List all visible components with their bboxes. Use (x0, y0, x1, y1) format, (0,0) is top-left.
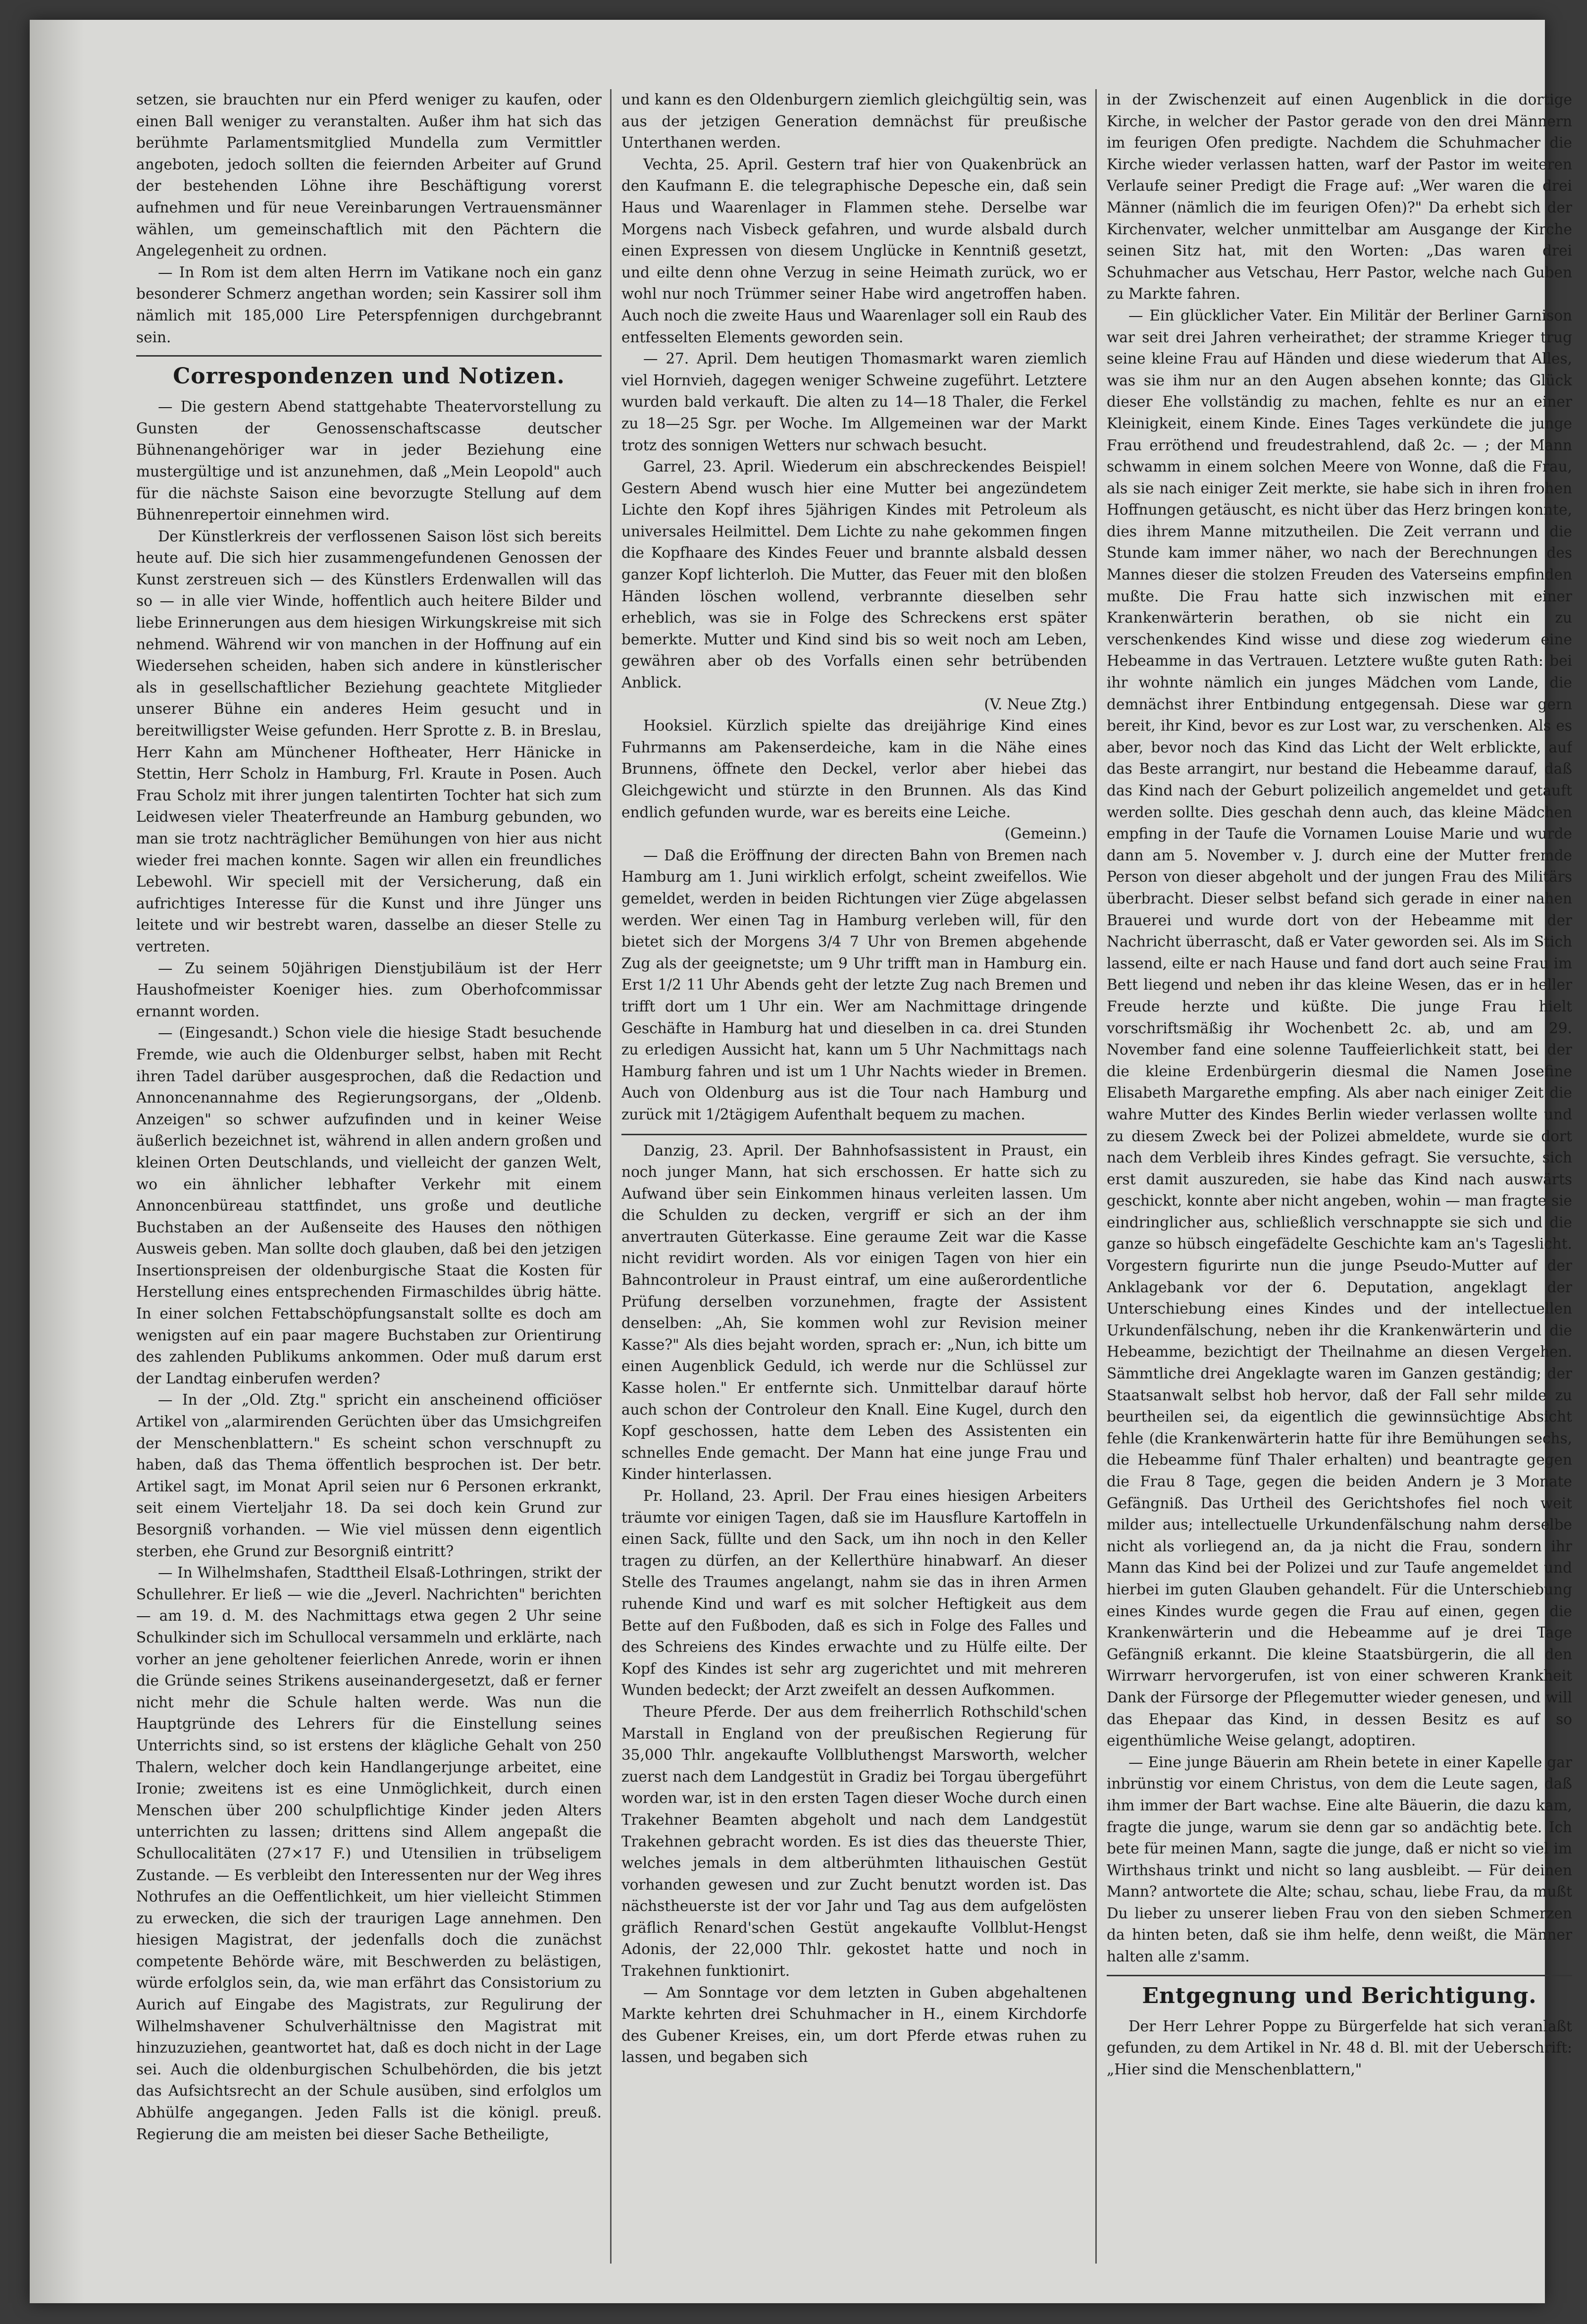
article-paragraph: — In der „Old. Ztg." spricht ein anscheinend officiöser Artikel von „alarmirenden Gerüchten über das Umsichgreifen der Menschenblattern." Es scheint schon verschnupft zu haben, daß das Thema öffentlich besprochen ist. Der betr. Artikel sagt, im Monat April seien nur 6 Personen erkrankt, seit einem Vierteljahr 18. Da sei doch kein Grund zur Besorgniß vorhanden. — Wie viel müssen denn eigentlich sterben, ehe Grund zur Besorgniß eintritt? (136, 1391, 602, 1560)
section-heading: Correspondenzen und Notizen. (136, 355, 602, 391)
article-paragraph: Der Künstlerkreis der verflossenen Saison löst sich bereits heute auf. Die sich hier zusammengefundenen Genossen der Kunst zerstreuen sich — des Künstlers Erdenwallen will das so — in alle vier Winde, hoffentlich auch heitere Bilder und liebe Erinnerungen aus dem hiesigen Wirkungskreise mit sich nehmend. Während wir von manchen in der Hoffnung auf ein Wiedersehen scheiden, haben sich andere in künstlerischer als in gesellschaftlicher Beziehung geachtete Mitglieder unserer Bühne ein anderes Heim gesucht und in bereitwilligster Weise gefunden. Herr Sprotte z. B. in Breslau, Herr Kahn am Münchener Hoftheater, Herr Hänicke in Stettin, Herr Scholz in Hamburg, Frl. Kraute in Posen. Auch Frau Scholz mit ihrer jungen talentirten Tochter hat sich zum Leidwesen vieler Theaterfreunde an Hamburg gebunden, wo man sie trotz nachträglicher Bemühungen von hier aus nicht wieder frei machen konnte. Sagen wir allen ein freundliches Lebewohl. Wir speciell mit der Versicherung, daß ein aufrichtiges Interesse für die Kunst und ihre Jünger uns leitete und wir bestrebt waren, dasselbe an dieser Stelle zu vertreten. (136, 528, 602, 955)
column-1 (136, 89, 602, 2273)
article-paragraph: Danzig, 23. April. Der Bahnhofsassistent in Praust, ein noch junger Mann, hat sich erschossen. Er hatte sich zu Aufwand über sein Einkommen hinaus verleiten lassen. Um die Schulden zu decken, vergriff er sich an der ihm anvertrauten Güterkasse. Eine geraume Zeit war die Kasse nicht revidirt worden. Als vor einigen Tagen von hier ein Bahncontroleur in Praust eintraf, um eine außerordentliche Prüfung derselben vorzunehmen, fragte der Assistent denselben: „Ah, Sie kommen wohl zur Revision meiner Kasse?" Als dies bejaht worden, sprach er: „Nun, ich bitte um einen Augenblick Geduld, ich werde nur die Schlüssel zur Kasse holen." Er entfernte sich. Unmittelbar darauf hörte auch schon der Controleur den Knall. Eine Kugel, durch den Kopf geschossen, hatte dem Leben des Assistenten ein schnelles Ende gemacht. Der Mann hat eine junge Frau und Kinder hinterlassen. (621, 1142, 1087, 1483)
article-paragraph: — (Eingesandt.) Schon viele die hiesige Stadt besuchende Fremde, wie auch die Oldenburger selbst, haben mit Recht ihren Tadel darüber ausgesprochen, daß die Redaction und Annoncenannahme des Regierungsorgans, der „Oldenb. Anzeigen" so schwer aufzufinden und in keiner Weise äußerlich bezeichnet ist, während in allen andern großen und kleinen Orten Deutschlands, und vielleicht der ganzen Welt, wo ein ähnlicher lebhafter Verkehr mit einem Annoncenbüreau stattfindet, uns große und deutliche Buchstaben an der Außenseite des Hauses den nöthigen Ausweis geben. Man sollte doch glauben, daß bei den jetzigen Insertionspreisen der oldenburgische Staat die Kosten für Herstellung eines entsprechenden Firmaschildes übrig hätte. In einer solchen Fettabschöpfungsanstalt sollte es doch am wenigsten auf ein paar magere Buchstaben zur Orientirung des zahlenden Publikums ankommen. Oder muß darum erst der Landtag einberufen werden? (136, 1024, 602, 1387)
section-divider (621, 1134, 1087, 1135)
article-paragraph: — Ein glücklicher Vater. Ein Militär der Berliner Garnison war seit drei Jahren verheirathet; der stramme Krieger trug seine kleine Frau auf Händen und diese wiederum that Alles, was sie ihm nur an den Augen absehen konnte; das Glück dieser Ehe vollständig zu machen, fehlte es nur an einer Kleinigkeit, einem Kinde. Eines Tages verkündete die junge Frau erröthend und freudestrahlend, daß 2c. — ; der Mann schwamm in einem solchen Meere von Wonne, daß die Frau, als sie nach einiger Zeit merkte, sie habe sich in ihren frohen Hoffnungen getäuscht, es nicht über das Herz bringen konnte, dies ihrem Manne mitzutheilen. Die Zeit verrann und die Stunde kam immer näher, wo nach der Berechnungen des Mannes dieser die stolzen Freuden des Vaterseins empfinden mußte. Die Frau hatte sich inzwischen mit einer Krankenwärterin berathen, ob sie nicht ein zu verschenkendes Kind wisse und diese zog wiederum eine Hebeamme in das Vertrauen. Letztere wußte guten Rath: bei ihr wohnte nämlich ein junges Mädchen vom Lande, die demnächst ihrer Entbindung entgegensah. Diese war gern bereit, ihr Kind, bevor es zur Lost war, zu verschenken. Als es aber, bevor noch das Kind das Licht der Welt erblickte, auf das Beste arrangirt, nur bestand die Hebeamme darauf, daß das Kind nach der Geburt polizeilich angemeldet und getauft werden sollte. Dies geschah denn auch, das kleine Mädchen empfing in der Taufe die Vornamen Louise Marie und wurde dann am 5. November v. J. durch eine der Mutter fremde Person von dieser abgeholt und der jungen Frau des Militärs überbracht. Dieser selbst befand sich gerade in einer nahen Brauerei und wurde dort von der Hebeamme mit der Nachricht überrascht, daß er Vater geworden sei. Als im Stich lassend, eilte er nach Hause und fand dort auch seine Frau im Bett liegend und neben ihr das kleine Wesen, das er in heller Freude herzte und küßte. Die junge Frau hielt vorschriftsmäßig ihr Wochenbett 2c. ab, und am 29. November fand eine solenne Tauffeierlichkeit statt, bei der die kleine Erdenbürgerin diesmal die Namen Josefine Elisabeth Margarethe empfing. Als aber nach einiger Zeit die wahre Mutter des Kindes Berlin wieder verlassen wollte und zu diesem Zweck bei der Polizei abmeldete, wurde sie dort nach dem Verbleib ihres Kindes gefragt. Sie versuchte, sich erst damit auszureden, sie habe das Kind nach auswärts geschickt, konnte aber nicht angeben, wohin — man fragte sie eindringlicher aus, schließlich verschnappte sie sich und die ganze so hübsch eingefädelte Geschichte kam an's Tageslicht. Vorgestern figurirte nun die junge Pseudo-Mutter auf der Anklagebank vor der 6. Deputation, angeklagt der Unterschiebung eines Kindes und der intellectuellen Urkundenfälschung, neben ihr die Krankenwärterin und die Hebeamme, bezichtigt der Theilnahme an diesen Vergehen. Sämmtliche drei Angeklagte waren im Ganzen geständig; der Staatsanwalt selbst hob hervor, daß der Fall sehr milde zu beurtheilen sei, da eigentlich die gewinnsüchtige Absicht fehle (die Krankenwärterin hatte für ihre Bemühungen sechs, die Hebeamme fünf Thaler erhalten) und beantragte gegen die Frau 8 Tage, gegen die beiden Andern je 3 Monate Gefängniß. Das Urtheil des Gerichtshofes fiel noch weit milder aus; intellectuelle Urkundenfälschung nahm derselbe nicht als vorliegend an, da ja nicht die Frau, sondern ihr Mann das Kind bei der Polizei und zur Taufe angemeldet und hierbei im guten Glauben gehandelt. Für die Unterschiebung eines Kindes wurde gegen die Frau auf einen, gegen die Krankenwärterin und die Hebeamme auf je drei Tage Gefängniß erkannt. Die kleine Staatsbürgerin, die all den Wirrwarr hervorgerufen, ist von einer schweren Krankheit Dank der Fürsorge der Pflegemutter wieder genesen, und will das Ehepaar das Kind, in dessen Besitz es auf so eigenthümliche Weise gelangt, adoptiren. (1107, 307, 1572, 1749)
source-credit: (V. Neue Ztg.) (984, 695, 1087, 713)
article-paragraph: Hooksiel. Kürzlich spielte das dreijährige Kind eines Fuhrmanns am Pakenserdeiche, kam in die Nähe eines Brunnens, öffnete den Deckel, verlor aber hiebei das Gleichgewicht und stürzte in den Brunnen. Als das Kind endlich gefunden wurde, war es bereits eine Leiche. (621, 717, 1087, 821)
article-paragraph: und kann es den Oldenburgern ziemlich gleichgültig sein, was aus der jetzigen Generation demnächst für preußische Unterthanen werden. (621, 91, 1087, 152)
article-paragraph: Garrel, 23. April. Wiederum ein abschreckendes Beispiel! Gestern Abend wusch hier eine Mutter bei angezündetem Lichte den Kopf ihres 5jährigen Kindes mit Petroleum als universales Heilmittel. Dem Lichte zu nahe gekommen fingen die Kopfhaare des Kindes Feuer und brannte alsbald dessen ganzer Kopf lichterloh. Die Mutter, das Feuer mit den bloßen Händen löschen wollend, verbrannte dieselben sehr erheblich, was sie in Folge des Schreckens erst später bemerkte. Mutter und Kind sind bis so weit noch am Leben, gewähren aber ob des Vorfalls einen sehr betrübenden Anblick. (621, 458, 1087, 691)
column-3 (1107, 89, 1572, 2273)
article-paragraph: — Am Sonntage vor dem letzten in Guben abgehaltenen Markte kehrten drei Schuhmacher in H., einem Kirchdorfe des Gubener Kreises, ein, um dort Pferde etwas ruhen zu lassen, und begaben sich (621, 1984, 1087, 2066)
article-paragraph: setzen, sie brauchten nur ein Pferd weniger zu kaufen, oder einen Ball weniger zu veranstalten. Außer ihm hat sich das berühmte Parlamentsmitglied Mundella zum Vermittler angeboten, jedoch sollten die feiernden Arbeiter auf Grund der bestehenden Löhne ihre Beschäftigung vorerst aufnehmen und für neue Vereinbarungen Vertrauensmänner wählen, um gemeinschaftlich mit den Pächtern die Angelegenheit zu ordnen. (136, 91, 602, 260)
article-paragraph: in der Zwischenzeit auf einen Augenblick in die dortige Kirche, in welcher der Pastor gerade von den drei Männern im feurigen Ofen predigte. Nachdem die Schuhmacher die Kirche wieder verlassen hatten, warf der Pastor im weiteren Verlaufe seiner Predigt die Frage auf: „Wer waren die drei Männer (nämlich die im feurigen Ofen)?" Da erhebt sich der Kirchenvater, welcher unmittelbar am Ausgange der Kirche seinen Sitz hat, mit den Worten: „Das waren drei Schuhmacher aus Vetschau, Herr Pastor, welche nach Guben zu Markte fahren. (1107, 91, 1572, 303)
article-paragraph: Der Herr Lehrer Poppe zu Bürgerfelde hat sich veranlaßt gefunden, zu dem Artikel in Nr. 48 d. Bl. mit der Ueberschrift: „Hier sind die Menschenblattern," (1107, 2017, 1572, 2078)
article-paragraph: — Zu seinem 50jährigen Dienstjubiläum ist der Herr Haushofmeister Koeniger hies. zum Oberhofcommissar ernannt worden. (136, 959, 602, 1020)
article-paragraph: — Eine junge Bäuerin am Rhein betete in einer Kapelle gar inbrünstig vor einem Christus, von dem die Leute sagen, daß ihm immer der Bart wachse. Eine alte Bäuerin, die dazu kam, fragte die junge, warum sie denn gar so andächtig bete. Ich bete für meinen Mann, sagte die junge, daß er nicht so viel im Wirthshaus trinkt und nicht so lang ausbleibt. — Für deinen Mann? antwortete die Alte; schau, schau, liebe Frau, da mußt Du lieber zu unserer lieben Frau von den sieben Schmerzen da hinten beten, daß sie ihm helfe, denn weißt, die Männer halten alle z'samm. (1107, 1753, 1572, 1965)
column-rule (1095, 89, 1097, 2264)
article-paragraph: — In Rom ist dem alten Herrn im Vatikane noch ein ganz besonderer Schmerz angethan worden; sein Kassirer soll ihm nämlich mit 185,000 Lire Peterspfennigen durchgebrannt sein. (136, 264, 602, 346)
article-paragraph: — 27. April. Dem heutigen Thomasmarkt waren ziemlich viel Hornvieh, dagegen weniger Schweine zugeführt. Letztere wurden bald verkauft. Die alten zu 14—18 Thaler, die Ferkel zu 18—25 Sgr. per Woche. Im Allgemeinen war der Markt trotz des sonnigen Wetters nur schwach besucht. (621, 350, 1087, 454)
article-paragraph: Vechta, 25. April. Gestern traf hier von Quakenbrück an den Kaufmann E. die telegraphische Depesche ein, daß sein Haus und Waarenlager in Flammen stehe. Derselbe war Morgens nach Visbeck gefahren, und wurde alsbald durch einen Expressen von diesem Unglücke in Kenntniß gesetzt, und eilte denn ohne Verzug in seine Heimath zurück, wo er wohl nur noch Trümmer seiner Habe wird angetroffen haben. Auch noch die zweite Haus und Waarenlager soll ein Raub des entfesselten Elements geworden sein. (621, 156, 1087, 346)
column-rule (610, 89, 612, 2264)
column-2 (621, 89, 1087, 2273)
newspaper-page (30, 20, 1572, 2303)
section-heading: Entgegnung und Berichtigung. (1107, 1975, 1572, 2011)
article-paragraph: — Daß die Eröffnung der directen Bahn von Bremen nach Hamburg am 1. Juni wirklich erfolgt, scheint zweifellos. Wie gemeldet, werden in beiden Richtungen vier Züge abgelassen werden. Wer einen Tag in Hamburg verleben will, für den bietet sich der Morgens 3/4 7 Uhr von Bremen abgehende Zug als der geeignetste; um 9 Uhr trifft man in Hamburg ein. Erst 1/2 11 Uhr Abends geht der letzte Zug nach Bremen und trifft dort um 1 Uhr ein. Wer am Nachmittage dringende Geschäfte in Hamburg hat und dieselben in ca. drei Stunden zu erledigen Aussicht hat, kann um 5 Uhr Nachmittags nach Hamburg fahren und ist um 1 Uhr Nachts wieder in Bremen. Auch von Oldenburg aus ist die Tour nach Hamburg und zurück mit 1/2tägigem Aufenthalt bequem zu machen. (621, 846, 1087, 1123)
article-paragraph: — Die gestern Abend stattgehabte Theatervorstellung zu Gunsten der Genossenschaftscasse deutscher Bühnenangehöriger war in jeder Beziehung eine mustergültige und ist anzunehmen, daß „Mein Leopold" auch für die nächste Saison eine bevorzugte Stellung auf dem Bühnenrepertoir einnehmen wird. (136, 398, 602, 524)
source-credit: (Gemeinn.) (1004, 825, 1087, 843)
article-paragraph: Pr. Holland, 23. April. Der Frau eines hiesigen Arbeiters träumte vor einigen Tagen, daß sie im Hausflure Kartoffeln in einen Sack, füllte und den Sack, um ihn noch in den Keller tragen zu dürfen, an der Kellerthüre hinabwarf. An dieser Stelle des Traumes angelangt, nahm sie das in ihren Armen ruhende Kind und warf es mit solcher Heftigkeit aus dem Bette auf den Fußboden, daß es sich in Folge des Falles und des Schreiens des Kindes erwachte und zu Hülfe eilte. Der Kopf des Kindes ist sehr arg zugerichtet und mit mehreren Wunden bedeckt; der Arzt zweifelt an dessen Aufkommen. (621, 1487, 1087, 1699)
article-paragraph: — In Wilhelmshafen, Stadttheil Elsaß-Lothringen, strikt der Schullehrer. Er ließ — wie die „Jeverl. Nachrichten" berichten — am 19. d. M. des Nachmittags etwa gegen 2 Uhr seine Schulkinder sich im Schullocal versammeln und erklärte, nach vorher an jene geholtener feierlichen Anrede, worin er ihnen die Gründe seines Strikens auseinandergesetzt, daß er ferner nicht mehr die Schule halten werde. Was nun die Hauptgründe des Lehrers für die Einstellung seines Unterrichts sind, so ist erstens der klägliche Gehalt von 250 Thalern, welcher doch kein Handlangerjunge arbeitet, eine Ironie; zweitens ist es eine Unmöglichkeit, durch einen Menschen über 200 schulpflichtige Kinder jeden Alters unterrichten zu lassen; drittens sind Allem angepaßt die Schullocalitäten (27×17 F.) und Utensilien in trübseligem Zustande. — Es verbleibt den Interessenten nur der Weg ihres Nothrufes an die Oeffentlichkeit, um hier vielleicht Stimmen zu erwecken, die sich der traurigen Lage annehmen. Den hiesigen Magistrat, der jedenfalls doch die zunächst competente Behörde wäre, mit Beschwerden zu belästigen, würde erfolglos sein, da, wie man erfährt das Consistorium zu Aurich auf Eingabe des Magistrats, zur Regulirung der Wilhelmshavener Schulverhältnisse den Magistrat mit hinzuzuziehen, geantwortet hat, daß es doch nicht in der Lage sei. Auch die oldenburgischen Schulbehörden, die bis jetzt das Aufsichtsrecht an der Schule ausüben, sind erfolglos um Abhülfe angegangen. Jeden Falls ist die königl. preuß. Regierung die am meisten bei dieser Sache Betheiligte, (136, 1564, 602, 2143)
article-paragraph: Theure Pferde. Der aus dem freiherrlich Rothschild'schen Marstall in England von der preußischen Regierung für 35,000 Thlr. angekaufte Vollbluthengst Marsworth, welcher zuerst nach dem Landgestüt in Gradiz bei Torgau übergeführt worden war, ist in den ersten Tagen dieser Woche durch einen Trakehner Beamten abgeholt und nach dem Landgestüt Trakehnen gebracht worden. Es ist dies das theuerste Thier, welches jemals in dem altberühmten lithauischen Gestüt vorhanden gewesen und zur Zucht benutzt worden ist. Das nächstheuerste ist der vor Jahr und Tag aus dem aufgelösten gräflich Renard'schen Gestüt angekaufte Vollblut-Hengst Adonis, der 22,000 Thlr. gekostet hatte und noch in Trakehnen funktionirt. (621, 1703, 1087, 1980)
